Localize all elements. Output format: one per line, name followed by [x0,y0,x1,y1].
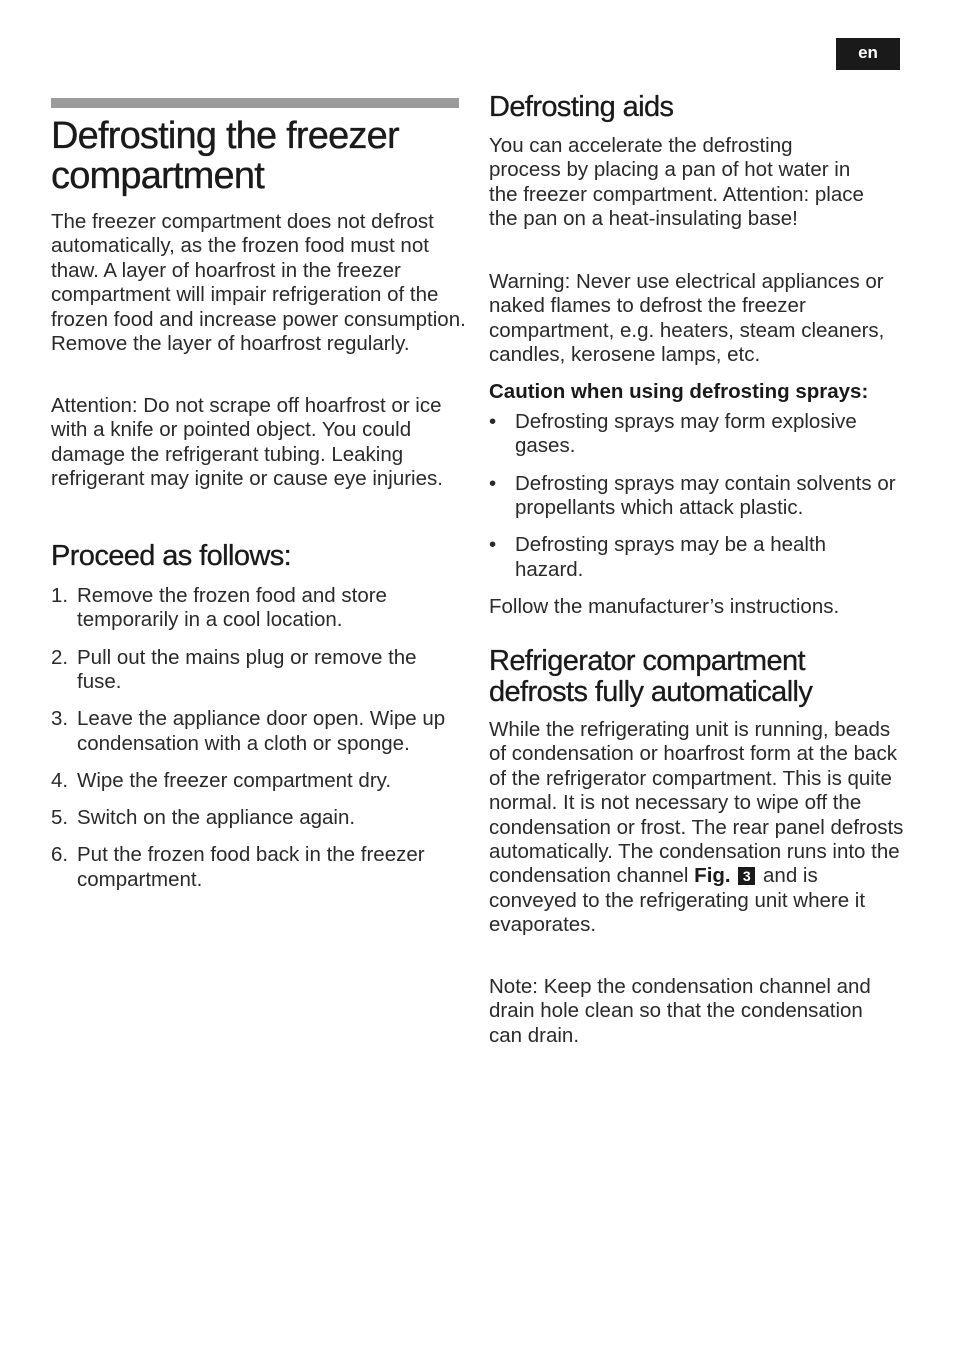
caution-list [489,410,899,595]
steps-list [51,584,451,905]
list-item: 5. Switch on the appliance again. [51,806,356,830]
attention-paragraph: Attention: Do not scrape off hoarfrost or ice with a knife or pointed object. You could damage the refrigerant tubing. Leaking refrigerant may ignite or cause eye injuries. [51,394,443,491]
proceed-heading: Proceed as follows: [51,540,292,572]
page-title: Defrosting the freezer compartment [51,115,399,197]
caution-heading: Caution when using defrosting sprays: [489,380,869,403]
list-item: 3. Leave the appliance door open. Wipe up condensation with a cloth or sponge. [51,707,446,755]
refrigerator-heading: Refrigerator compartment defrosts fully automatically [489,645,813,708]
manufacturer-instructions: Follow the manufacturer’s instructions. [489,595,840,618]
intro-paragraph: The freezer compartment does not defrost automatically, as the frozen food must not thaw. A layer of hoarfrost in the freezer compartment will impair refrigeration of the frozen food and increase power consumption. Remove the layer of hoarfrost regularly. [51,210,466,356]
list-item: 1. Remove the frozen food and store temporarily in a cool location. [51,584,387,632]
figure-number-box: 3 [738,867,755,885]
note-paragraph: Note: Keep the condensation channel and drain hole clean so that the condensation can drain. [489,975,871,1047]
language-badge: en [836,38,900,70]
defrosting-aids-paragraph: You can accelerate the defrosting process by placing a pan of hot water in the freezer compartment. Attention: place the pan on a heat-insulating base! [489,134,864,231]
figure-reference: Fig. [694,864,731,888]
list-item: 6. Put the frozen food back in the freezer compartment. [51,843,425,891]
list-item: • Defrosting sprays may contain solvents or propellants which attack plastic. [489,471,896,520]
list-item: • Defrosting sprays may be a health hazard. [489,533,827,581]
section-rule [51,98,459,108]
list-item: 2. Pull out the mains plug or remove the fuse. [51,645,417,694]
list-item: • Defrosting sprays may form explosive gases. [489,410,857,458]
refrigerator-paragraph: While the refrigerating unit is running, beads of condensation or hoarfrost form at the back of the refrigerator compartment. This is quite normal. It is not necessary to wipe off the condensation or frost. The rear panel defrosts automatically. The condensation runs into the condensation channel Fig. 3 and is conveyed to the refrigerating unit where it evaporates. [489,718,904,937]
list-item: 4. Wipe the freezer compartment dry. [51,768,392,792]
warning-paragraph: Warning: Never use electrical appliances or naked flames to defrost the freezer compartment, e.g. heaters, steam cleaners, candles, kerosene lamps, etc. [489,270,885,367]
defrosting-aids-heading: Defrosting aids [489,91,674,123]
